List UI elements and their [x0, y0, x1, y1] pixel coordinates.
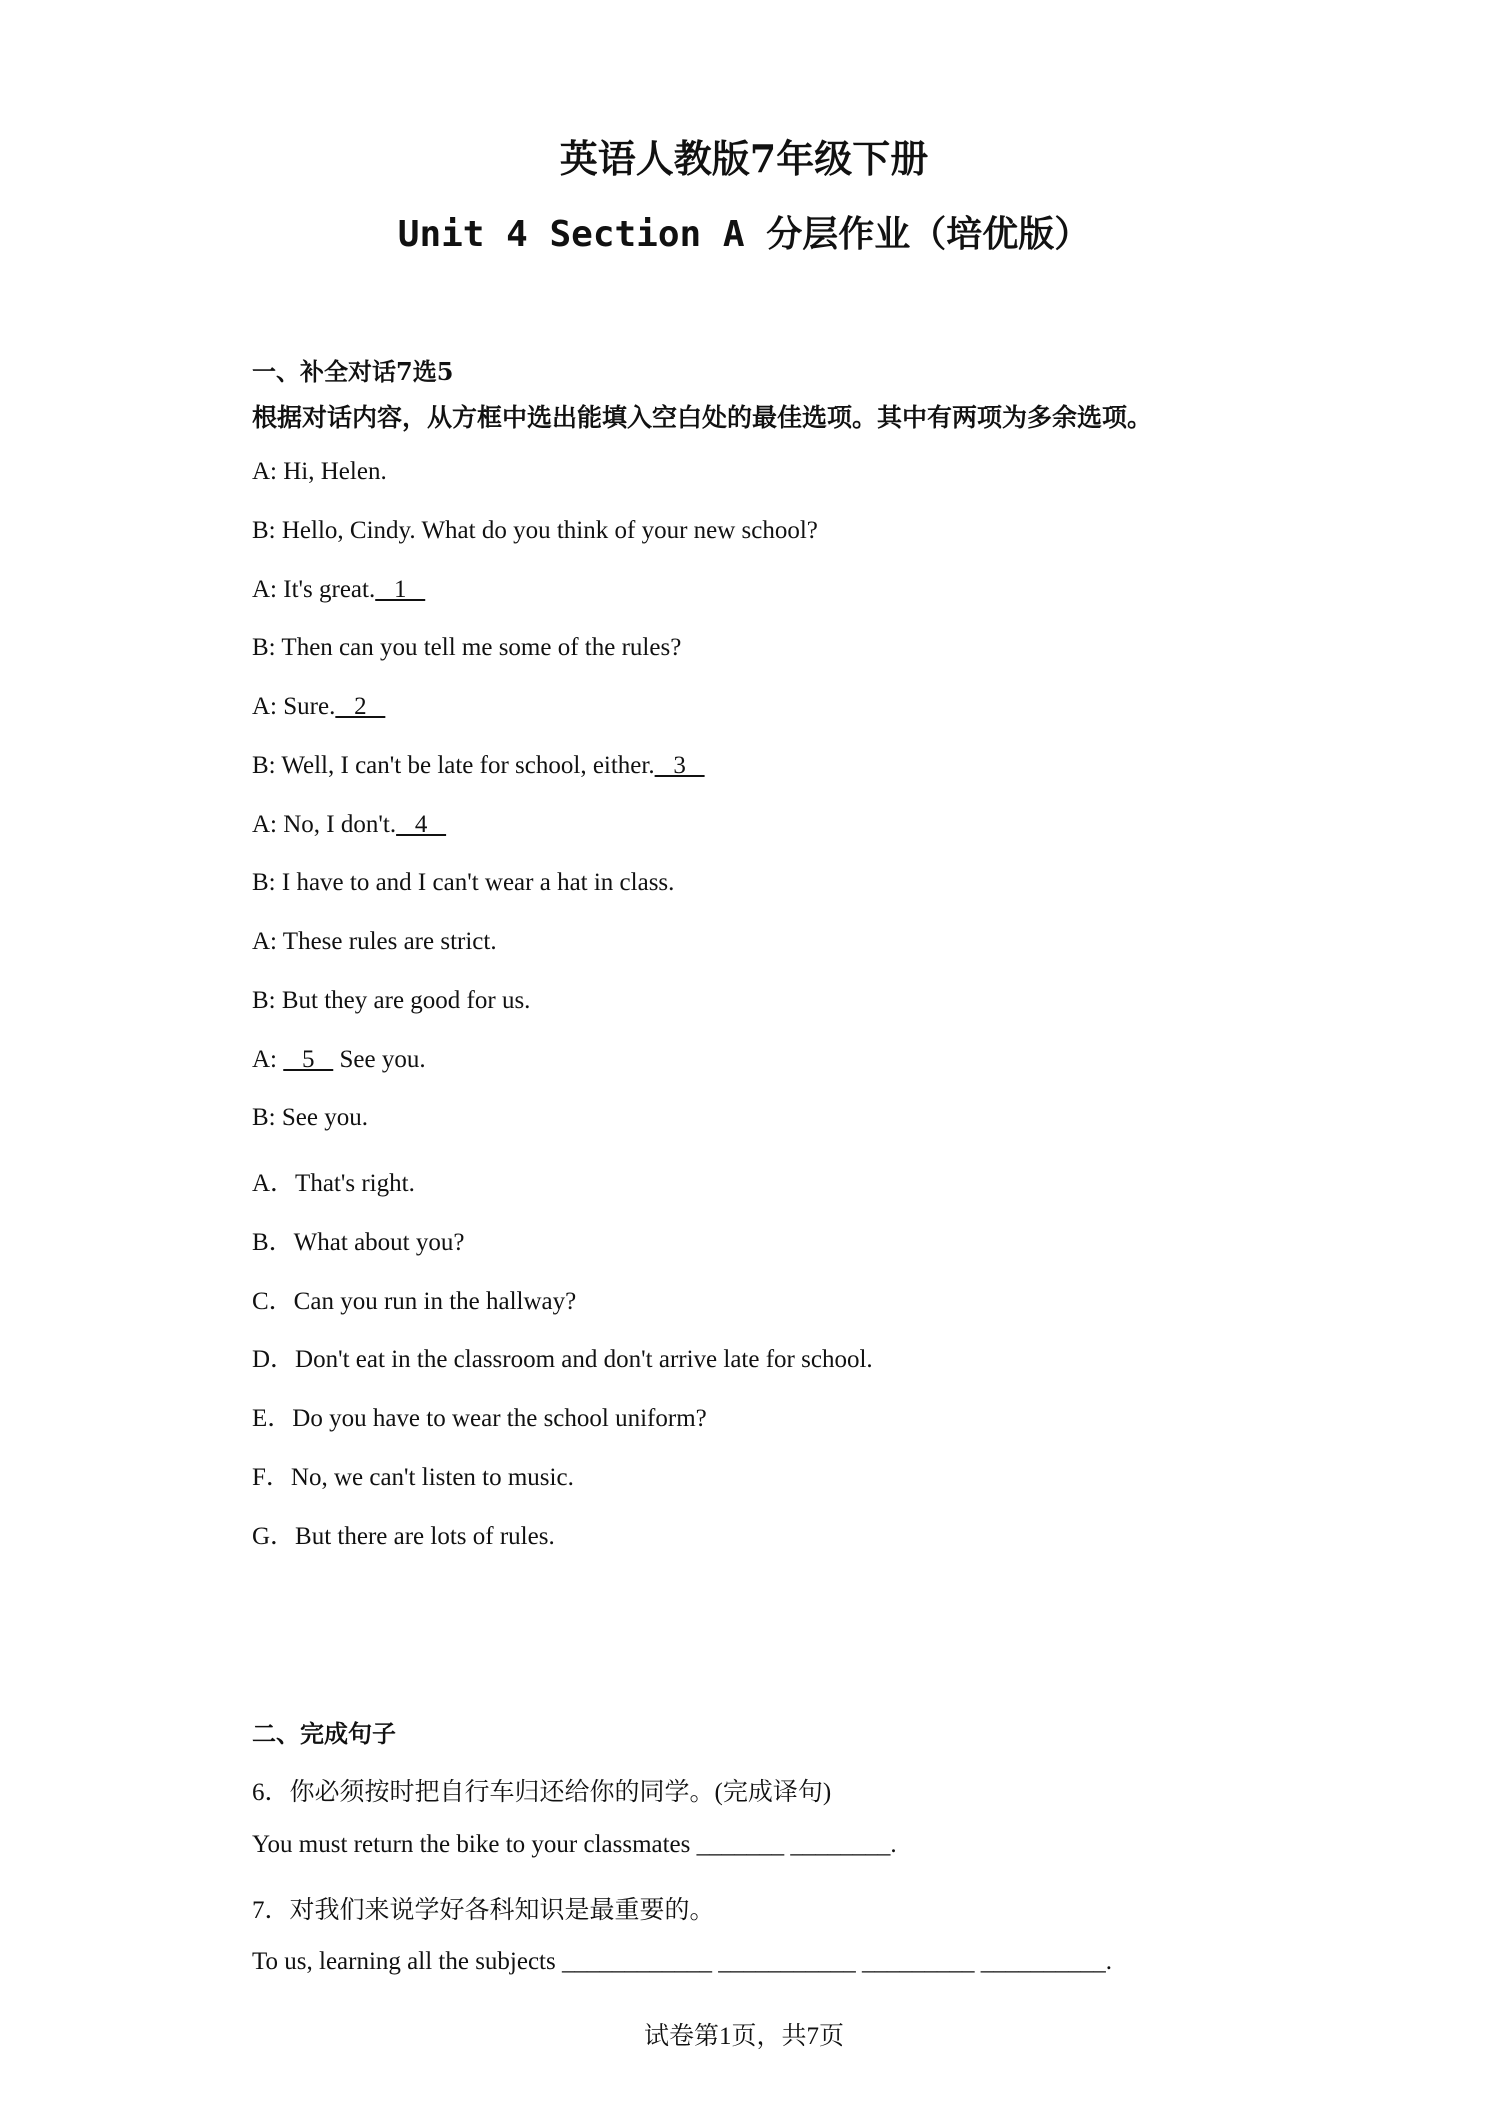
- section-1-heading: 一、补全对话7选5: [252, 357, 454, 386]
- dialogue-line: B: See you.: [252, 1104, 368, 1131]
- section-1-instruction: 根据对话内容，从方框中选出能填入空白处的最佳选项。其中有两项为多余选项。: [252, 403, 1153, 432]
- blank-5: 5: [283, 1046, 334, 1073]
- dialogue-line: A: Sure. 2: [252, 693, 386, 720]
- page-title: 英语人教版7年级下册: [559, 136, 929, 181]
- option-d: D．Don't eat in the classroom and don't arrive late for school.: [252, 1346, 873, 1373]
- question-6-sentence: You must return the bike to your classmates _______ ________.: [252, 1831, 897, 1858]
- dialogue-line: B: Well, I can't be late for school, either. 3: [252, 752, 705, 779]
- option-f: F．No, we can't listen to music.: [252, 1464, 574, 1491]
- option-g: G．But there are lots of rules.: [252, 1523, 555, 1550]
- dialogue-line: A: These rules are strict.: [252, 928, 497, 955]
- page-footer: 试卷第1页，共7页: [643, 2023, 844, 2050]
- dialogue-line: A: No, I don't. 4: [252, 811, 447, 838]
- option-a: A．That's right.: [252, 1170, 415, 1197]
- blank-2: 2: [335, 693, 386, 720]
- blank-4: 4: [396, 811, 447, 838]
- question-7-sentence: To us, learning all the subjects ____________ ___________ _________ __________.: [252, 1948, 1112, 1975]
- page-subtitle: Unit 4 Section A 分层作业（培优版）: [397, 214, 1091, 255]
- dialogue-line: A: It's great. 1: [252, 576, 426, 603]
- section-2-heading: 二、完成句子: [252, 1719, 396, 1748]
- blank-1: 1: [375, 576, 426, 603]
- dialogue-line: A: 5 See you.: [252, 1046, 426, 1073]
- dialogue-line: A: Hi, Helen.: [252, 458, 387, 485]
- option-e: E．Do you have to wear the school uniform?: [252, 1405, 707, 1432]
- option-c: C．Can you run in the hallway?: [252, 1288, 577, 1315]
- dialogue-line: B: But they are good for us.: [252, 987, 531, 1014]
- dialogue-line: B: Then can you tell me some of the rules?: [252, 634, 682, 661]
- dialogue-line: B: I have to and I can't wear a hat in class.: [252, 869, 675, 896]
- question-7: 7．对我们来说学好各科知识是最重要的。: [252, 1897, 715, 1924]
- dialogue-line: B: Hello, Cindy. What do you think of your new school?: [252, 517, 818, 544]
- option-b: B．What about you?: [252, 1229, 465, 1256]
- question-6: 6．你必须按时把自行车归还给你的同学。(完成译句): [252, 1779, 832, 1806]
- blank-3: 3: [654, 752, 705, 779]
